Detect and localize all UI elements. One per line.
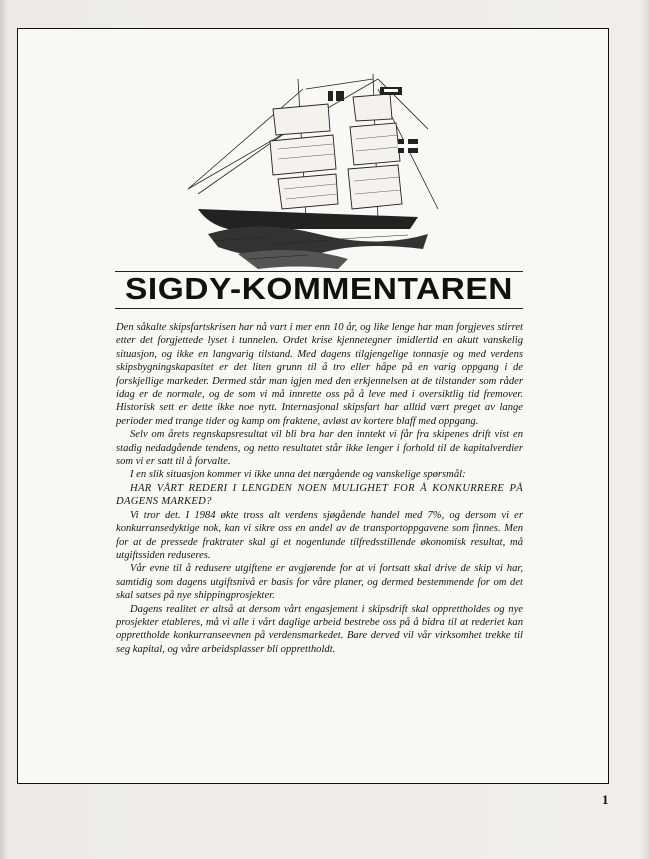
masthead-bottom-rule: [115, 308, 523, 309]
page-frame: [17, 28, 609, 784]
flag-icon: [328, 91, 344, 101]
paragraph: Vi tror det. I 1984 økte tross alt verdens sjøgående handel med 7%, og dersom vi er konkurransedyktige nok, kan vi sikre oss en andel av de transportoppgavene som finnes. Men for at de pressede fraktrater skal gi et nogenlunde tilfredsstillende økonomisk resultat, må utgiftssiden reduseres.: [116, 509, 523, 561]
flag-icon: [380, 87, 402, 95]
paragraph: Den såkalte skipsfartskrisen har nå vart i mer enn 10 år, og like lenge har man forgjeves stirret etter det forgjettede lyset i tunnelen. Ordet krise kjennetegner imidlertid en akutt vanskelig situasjon, og ikke en langvarig tilstand. Med dagens tilgjengelige tonnasje og med verdens skipsbygningskapasitet er det liten grunn til å tro eller håpe på en varig oppgang i de forskjellige markeder. Dermed står man igjen med den erkjennelsen at de tilstander som råder idag er de normale, og de som vi må innrette oss på å leve med i oversiktlig tid fremover. Historisk sett er dette ikke noe nytt. Internasjonal skipsfart har alltid vært preget av lange perioder med trange tider og kamp om fraktene, avløst av kortere blaff med oppgang.: [116, 322, 523, 427]
paragraph-question: HAR VÅRT REDERI I LENGDEN NOEN MULIGHET FOR Å KONKURRERE PÅ DAGENS MARKED?: [116, 482, 523, 508]
masthead-title: SIGDY-KOMMENTAREN: [124, 271, 513, 306]
paragraph: Selv om årets regnskapsresultat vil bli bra har den inntekt vi får fra skipenes drift vist en stadig nedadgående tendens, og netto resultatet står ikke lenger i forhold til de kapitalverdier som vi er satt til å forvalte.: [116, 429, 523, 468]
paragraph: Vår evne til å redusere utgiftene er avgjørende for at vi fortsatt skal drive de skip vi har, samtidig som dagens utgiftsnivå er basis for våre planer, og dermed bestemmende for om det skal satses på nye shippingprosjekter.: [116, 563, 523, 602]
page-number: 1: [602, 792, 609, 807]
norwegian-flag-icon: [398, 139, 418, 153]
ship-illustration: [178, 69, 458, 279]
paragraph: Dagens realitet er altså at dersom vårt engasjement i skipsdrift skal opprettholdes og nye prosjekter etableres, må vi alle i vårt daglige arbeid bestrebe oss på å bidra til at rederiet kan opprettholde konkurranseevnen på verdensmarkedet. Bare derved vil vår virksomhet trekke til seg kapital, og våre arbeidsplasser bli opprettholdt.: [116, 603, 523, 655]
article-body: [116, 321, 523, 656]
paragraph: I en slik situasjon kommer vi ikke unna det nærgående og vanskelige spørsmål:: [130, 469, 466, 481]
